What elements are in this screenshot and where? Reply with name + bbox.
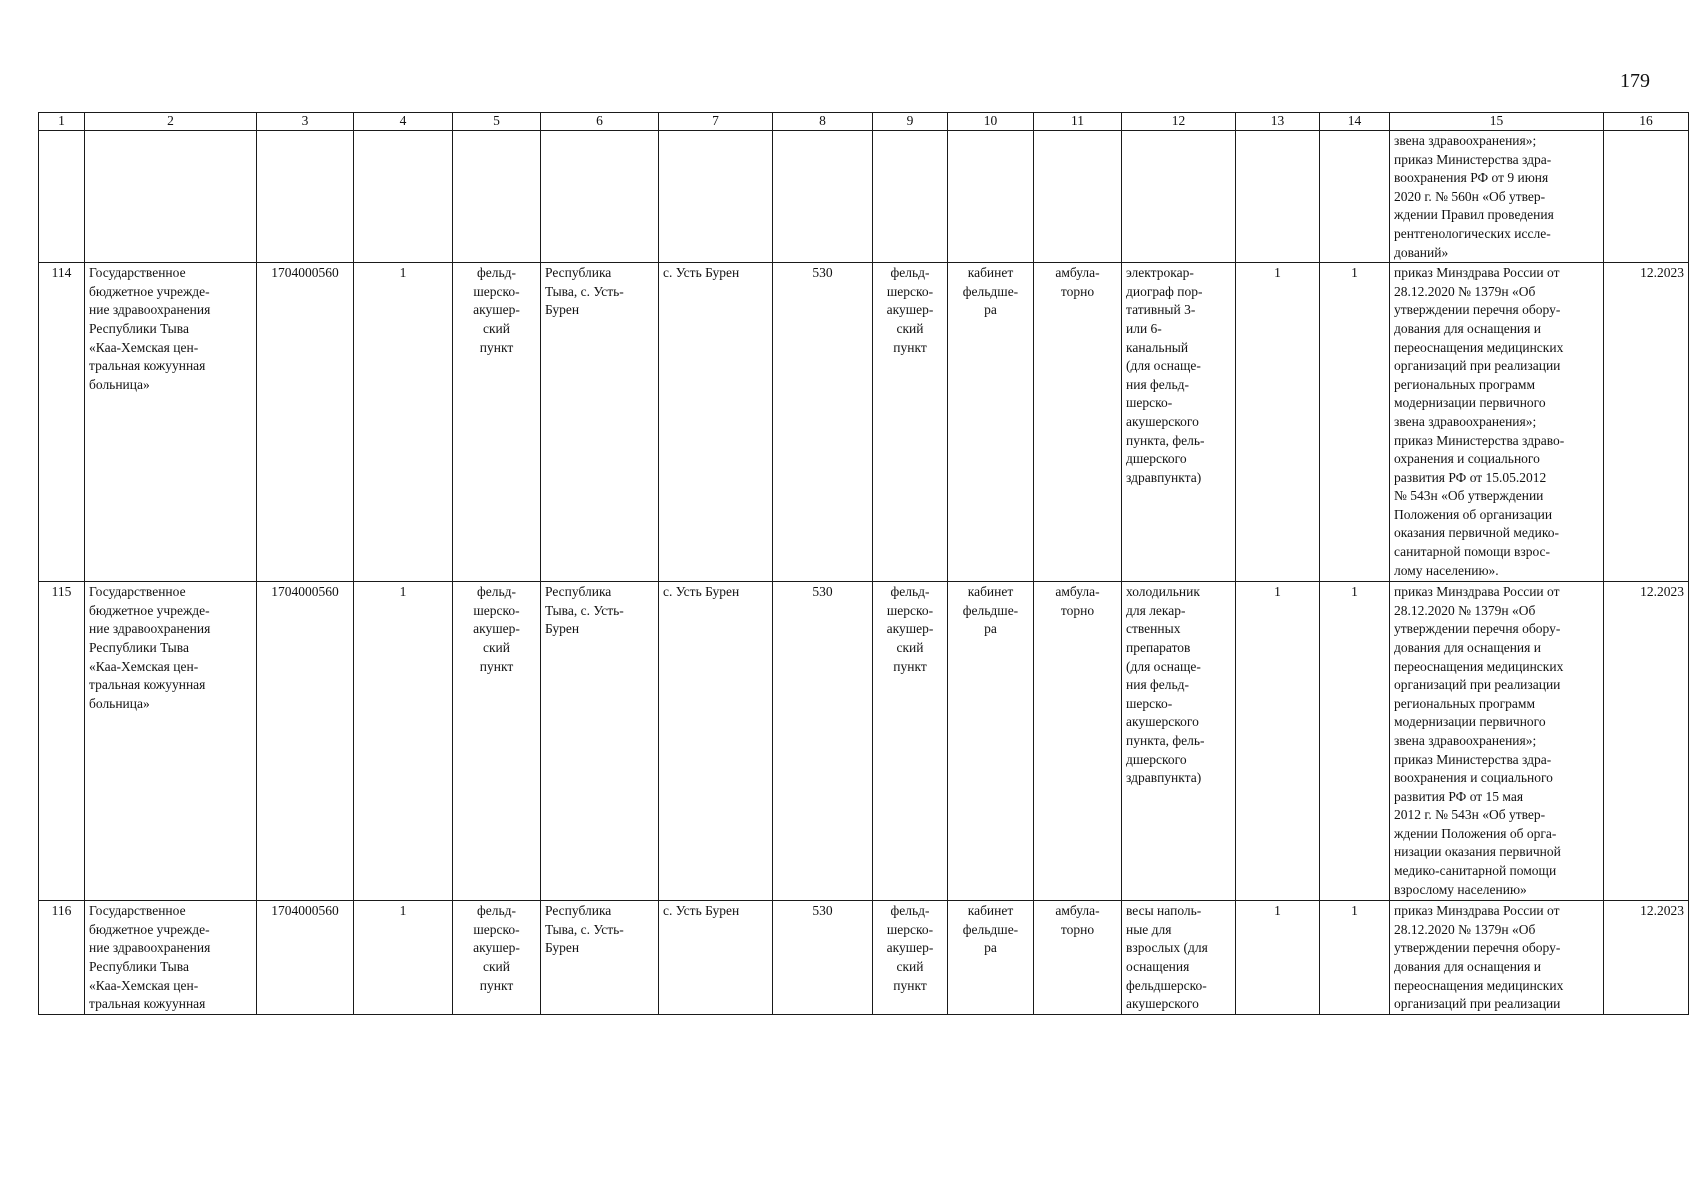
organization-cell: Государственное бюджетное учрежде- ние здравоохранения Республики Тыва «Каа-Хемская цен- тральная кожуунная больница» <box>85 263 257 582</box>
equipment-cell: весы наполь- ные для взрослых (для оснащения фельдшерско- акушерского <box>1122 901 1236 1015</box>
code-cell: 1704000560 <box>257 901 354 1015</box>
column-number: 12 <box>1122 113 1236 131</box>
unit-type-cell: фельд- шерско- акушер- ский пункт <box>873 901 948 1015</box>
mode-cell: амбула- торно <box>1034 582 1122 901</box>
column-number: 4 <box>354 113 453 131</box>
row-number-cell: 115 <box>39 582 85 901</box>
equipment-cell: холодильник для лекар- ственных препаратов (для оснаще- ния фельд- шерско- акушерского пункта, фель- дшерского здравпункта) <box>1122 582 1236 901</box>
count-cell: 1 <box>354 901 453 1015</box>
page-number: 179 <box>1620 70 1650 92</box>
unit-type-cell: фельд- шерско- акушер- ский пункт <box>453 901 541 1015</box>
date-cell: 12.2023 <box>1604 263 1689 582</box>
room-cell: кабинет фельдше- ра <box>948 263 1034 582</box>
quantity-cell: 1 <box>1320 263 1390 582</box>
column-number: 10 <box>948 113 1034 131</box>
unit-type-cell: фельд- шерско- акушер- ский пункт <box>453 582 541 901</box>
mode-cell: амбула- торно <box>1034 901 1122 1015</box>
date-cell: 12.2023 <box>1604 582 1689 901</box>
column-number: 14 <box>1320 113 1390 131</box>
continuation-row <box>39 131 1689 263</box>
registry-table <box>38 112 1689 1015</box>
column-number: 7 <box>659 113 773 131</box>
legal-basis-cell: звена здравоохранения»; приказ Министерства здра- воохранения РФ от 9 июня 2020 г. № 560н «Об утвер- ждении Правил проведения рентгенологических иссле- дований» <box>1390 131 1604 263</box>
legal-basis-cell: приказ Минздрава России от 28.12.2020 № 1379н «Об утверждении перечня обору- дования для оснащения и переоснащения медицинских организаций при реализации <box>1390 901 1604 1015</box>
code-cell: 1704000560 <box>257 263 354 582</box>
row-number-cell: 116 <box>39 901 85 1015</box>
date-cell: 12.2023 <box>1604 901 1689 1015</box>
column-number: 8 <box>773 113 873 131</box>
locality-cell: с. Усть Бурен <box>659 263 773 582</box>
column-number: 6 <box>541 113 659 131</box>
organization-cell: Государственное бюджетное учрежде- ние здравоохранения Республики Тыва «Каа-Хемская цен- тральная кожуунная <box>85 901 257 1015</box>
equipment-cell: электрокар- диограф пор- тативный 3- или 6- канальный (для оснаще- ния фельд- шерско- акушерского пункта, фель- дшерского здравпункта) <box>1122 263 1236 582</box>
locality-cell: с. Усть Бурен <box>659 901 773 1015</box>
table-row <box>39 263 1689 582</box>
unit-type-cell: фельд- шерско- акушер- ский пункт <box>873 263 948 582</box>
column-number-row <box>39 113 1689 131</box>
quantity-cell: 1 <box>1320 901 1390 1015</box>
legal-basis-cell: приказ Минздрава России от 28.12.2020 № 1379н «Об утверждении перечня обору- дования для оснащения и переоснащения медицинских организаций при реализации региональных программ модернизации первичного звена здравоохранения»; приказ Министерства здра- воохранения и социального развития РФ от 15 мая 2012 г. № 543н «Об утвер- ждении Положения об орга- низации оказания первичной медико-санитарной помощи взрослому населению» <box>1390 582 1604 901</box>
column-number: 13 <box>1236 113 1320 131</box>
column-number: 2 <box>85 113 257 131</box>
column-number: 15 <box>1390 113 1604 131</box>
table-row <box>39 582 1689 901</box>
legal-basis-cell: приказ Минздрава России от 28.12.2020 № 1379н «Об утверждении перечня обору- дования для оснащения и переоснащения медицинских организаций при реализации региональных программ модернизации первичного звена здравоохранения»; приказ Министерства здраво- охранения и социального развития РФ от 15.05.2012 № 543н «Об утверждении Положения об организации оказания первичной медико- санитарной помощи взрос- лому населению». <box>1390 263 1604 582</box>
unit-type-cell: фельд- шерско- акушер- ский пункт <box>453 263 541 582</box>
locality-cell: с. Усть Бурен <box>659 582 773 901</box>
column-number: 1 <box>39 113 85 131</box>
value-cell: 530 <box>773 263 873 582</box>
column-number: 11 <box>1034 113 1122 131</box>
mode-cell: амбула- торно <box>1034 263 1122 582</box>
code-cell: 1704000560 <box>257 582 354 901</box>
count-cell: 1 <box>354 582 453 901</box>
quantity-cell: 1 <box>1236 901 1320 1015</box>
value-cell: 530 <box>773 582 873 901</box>
quantity-cell: 1 <box>1236 582 1320 901</box>
room-cell: кабинет фельдше- ра <box>948 582 1034 901</box>
room-cell: кабинет фельдше- ра <box>948 901 1034 1015</box>
unit-type-cell: фельд- шерско- акушер- ский пункт <box>873 582 948 901</box>
count-cell: 1 <box>354 263 453 582</box>
region-cell: Республика Тыва, с. Усть- Бурен <box>541 582 659 901</box>
region-cell: Республика Тыва, с. Усть- Бурен <box>541 901 659 1015</box>
quantity-cell: 1 <box>1236 263 1320 582</box>
column-number: 16 <box>1604 113 1689 131</box>
value-cell: 530 <box>773 901 873 1015</box>
column-number: 3 <box>257 113 354 131</box>
row-number-cell: 114 <box>39 263 85 582</box>
column-number: 5 <box>453 113 541 131</box>
column-number: 9 <box>873 113 948 131</box>
table-row <box>39 901 1689 1015</box>
organization-cell: Государственное бюджетное учрежде- ние здравоохранения Республики Тыва «Каа-Хемская цен- тральная кожуунная больница» <box>85 582 257 901</box>
region-cell: Республика Тыва, с. Усть- Бурен <box>541 263 659 582</box>
quantity-cell: 1 <box>1320 582 1390 901</box>
